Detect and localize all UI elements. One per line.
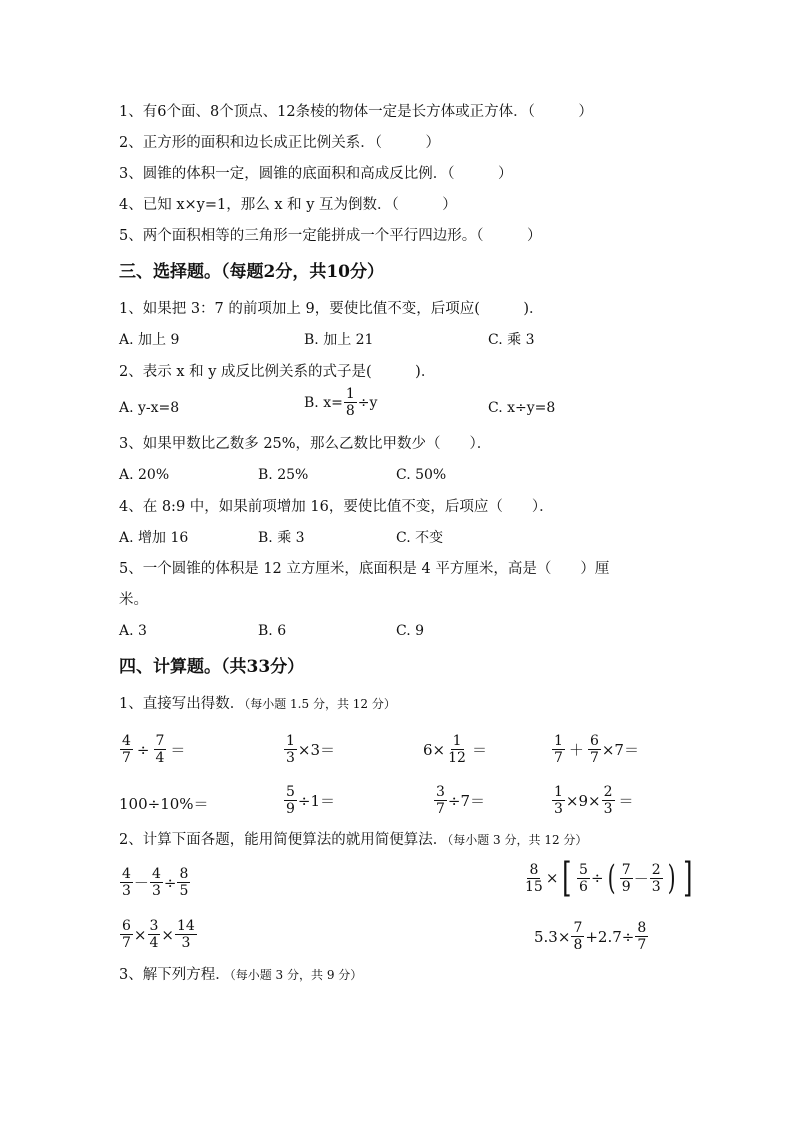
judge-q3: 3、圆锥的体积一定，圆锥的底面积和高成反比例．（ ） <box>119 166 513 182</box>
denominator: 3 <box>554 801 563 817</box>
expression-4 <box>534 920 649 953</box>
expression-tail: ×7＝ <box>601 741 639 759</box>
numerator: 6 <box>589 733 599 749</box>
denominator: 8 <box>573 937 583 953</box>
choice-q2-option-b <box>304 386 377 419</box>
fraction <box>284 733 297 766</box>
choice-q5-option-b: B. 6 <box>258 623 287 639</box>
choice-q4: 4、在 8:9 中，如果前项增加 16，要使比值不变，后项应（ ）． <box>119 499 554 515</box>
fraction <box>177 866 190 899</box>
denominator: 7 <box>554 750 563 766</box>
numerator: 1 <box>554 733 563 749</box>
denominator: 4 <box>149 935 159 951</box>
expression-middle: +2.7÷ <box>585 927 635 946</box>
denominator: 5 <box>179 883 189 899</box>
denominator: 7 <box>637 937 647 953</box>
choice-q4-option-b: B. 乘 3 <box>258 530 305 546</box>
denominator: 4 <box>155 750 165 766</box>
choice-q5-option-a: A. 3 <box>119 623 147 639</box>
fraction <box>120 733 133 766</box>
numerator: 1 <box>452 733 462 749</box>
right-bracket: ] <box>683 855 693 901</box>
choice-q1-option-c: C. 乘 3 <box>488 332 535 348</box>
denominator: 7 <box>122 935 131 951</box>
equals-sign: ＝ <box>618 792 634 810</box>
fraction <box>552 733 565 766</box>
choice-q4-option-a: A. 增加 16 <box>119 530 189 546</box>
calc-part1-note: （每小题 1.5 分，共 12 分） <box>244 697 396 711</box>
fraction <box>650 862 663 895</box>
numerator: 7 <box>621 861 631 878</box>
mental-math-8 <box>551 784 637 817</box>
operator: － <box>133 874 149 892</box>
expression-tail: ×3＝ <box>297 741 336 759</box>
mental-math-1 <box>119 733 188 766</box>
choice-q2: 2、表示 x 和 y 成反比例关系的式子是( )． <box>119 364 436 380</box>
numerator: 3 <box>436 784 445 800</box>
numerator: 8 <box>529 861 539 878</box>
numerator: 2 <box>651 861 661 878</box>
operator: ÷ <box>590 869 604 887</box>
denominator: 3 <box>603 801 613 817</box>
mental-math-4 <box>551 733 639 766</box>
numerator: 5 <box>286 784 295 800</box>
judge-q4: 4、已知 x×y=1，那么 x 和 y 互为倒数．（ ） <box>119 197 457 213</box>
fraction <box>446 733 468 766</box>
operator: ＋ <box>568 741 584 759</box>
left-bracket: [ <box>562 855 572 901</box>
choice-q3-option-b: B. 25% <box>258 467 309 483</box>
calc-part1-text: 1、直接写出得数． <box>119 696 245 712</box>
numerator: 4 <box>151 866 161 882</box>
fraction <box>588 733 601 766</box>
choice-q1-option-a: A. 加上 9 <box>119 332 180 348</box>
expression-tail: ÷1＝ <box>297 792 336 810</box>
numerator: 14 <box>177 918 195 934</box>
option-b-prefix: B. x= <box>304 394 343 411</box>
fraction <box>602 784 615 817</box>
numerator: 8 <box>637 920 647 936</box>
denominator: 7 <box>436 801 445 817</box>
fraction <box>620 862 633 895</box>
equals-sign: ＝ <box>471 741 487 759</box>
operator: － <box>633 869 649 888</box>
fraction <box>150 866 163 899</box>
fraction <box>571 920 584 953</box>
mental-math-6 <box>283 784 335 817</box>
choice-q2-option-a: A. y-x=8 <box>119 400 180 416</box>
equals-sign: ＝ <box>170 741 186 759</box>
denominator: 3 <box>286 750 295 766</box>
choice-q5-option-c: C. 9 <box>396 623 425 639</box>
choice-q3: 3、如果甲数比乙数多 25%，那么乙数比甲数少（ ）． <box>119 436 492 452</box>
denominator: 7 <box>122 750 131 766</box>
expression-middle: ×9× <box>565 791 601 810</box>
choice-q5-line1: 5、一个圆锥的体积是 12 立方厘米，底面积是 4 平方厘米，高是（ ）厘 <box>119 561 610 577</box>
denominator: 15 <box>525 878 543 895</box>
choice-q5-line2: 米。 <box>119 592 148 608</box>
denominator: 12 <box>448 750 466 766</box>
numerator: 4 <box>122 733 131 749</box>
choice-q4-option-c: C. 不变 <box>396 530 444 546</box>
operator: × <box>133 925 147 944</box>
calc-part2-note: （每小题 3 分，共 12 分） <box>447 833 588 847</box>
mental-math-2 <box>283 733 335 766</box>
option-b-suffix: ÷y <box>357 394 378 411</box>
denominator: 7 <box>589 750 599 766</box>
denominator: 3 <box>122 883 131 899</box>
fraction <box>120 918 133 951</box>
fraction <box>577 862 590 895</box>
numerator: 7 <box>155 733 165 749</box>
fraction <box>120 866 133 899</box>
numerator: 4 <box>122 866 131 882</box>
section-3-title: 三、选择题。（每题2分，共10分） <box>119 262 384 282</box>
numerator: 1 <box>554 784 563 800</box>
denominator: 3 <box>651 878 661 895</box>
calc-part3-note: （每小题 3 分，共 9 分） <box>229 968 363 982</box>
fraction <box>154 733 167 766</box>
choice-q1: 1、如果把 3：7 的前项加上 9，要使比值不变，后项应( )． <box>119 301 544 317</box>
judge-q1: 1、有6个面、8个顶点、12条棱的物体一定是长方体或正方体．（ ） <box>119 104 593 120</box>
calc-part3-text: 3、解下列方程． <box>119 967 230 983</box>
numerator: 7 <box>573 920 583 936</box>
numerator: 1 <box>286 733 295 749</box>
calc-part2-text: 2、计算下面各题，能用简便算法的就用简便算法． <box>119 832 448 848</box>
left-paren: ( <box>607 858 616 898</box>
numerator: 1 <box>345 386 355 402</box>
fraction <box>284 784 297 817</box>
expression-1 <box>119 866 191 899</box>
denominator: 9 <box>286 801 295 817</box>
fraction <box>523 862 545 895</box>
numerator: 8 <box>179 866 189 882</box>
denominator: 3 <box>151 883 161 899</box>
calc-part2-heading <box>119 830 587 850</box>
choice-q1-option-b: B. 加上 21 <box>304 332 374 348</box>
expression-head: 5.3× <box>534 927 571 946</box>
expression-head: 6× <box>423 740 446 759</box>
expression-3 <box>119 918 198 951</box>
calc-part1-heading <box>119 694 396 714</box>
fraction <box>552 784 565 817</box>
judge-q5: 5、两个面积相等的三角形一定能拼成一个平行四边形。（ ） <box>119 228 542 244</box>
operator: ÷ <box>163 873 177 892</box>
denominator: 6 <box>579 878 588 895</box>
choice-q2-option-c: C. x÷y=8 <box>488 400 556 416</box>
fraction <box>148 918 161 951</box>
expression: 100÷10%＝ <box>119 795 209 813</box>
fraction <box>635 920 648 953</box>
numerator: 6 <box>122 918 131 934</box>
operator: × <box>545 869 559 887</box>
mental-math-5 <box>119 793 209 814</box>
fraction <box>434 784 447 817</box>
numerator: 5 <box>579 861 588 878</box>
numerator: 2 <box>603 784 613 800</box>
right-paren: ) <box>667 858 676 898</box>
denominator: 3 <box>181 935 191 951</box>
operator: × <box>161 925 174 944</box>
choice-q3-option-a: A. 20% <box>119 467 170 483</box>
denominator: 8 <box>345 403 355 419</box>
choice-q3-option-c: C. 50% <box>396 467 447 483</box>
operator: ÷ <box>136 740 150 759</box>
expression-tail: ÷7＝ <box>447 792 486 810</box>
calc-part3-heading <box>119 965 362 985</box>
fraction <box>344 386 357 419</box>
expression-2 <box>522 855 697 901</box>
denominator: 9 <box>621 878 631 895</box>
mental-math-7 <box>433 784 485 817</box>
fraction <box>175 918 197 951</box>
judge-q2: 2、正方形的面积和边长成正比例关系．（ ） <box>119 135 440 151</box>
mental-math-3 <box>423 733 490 766</box>
section-4-title: 四、计算题。（共33分） <box>119 657 305 677</box>
numerator: 3 <box>149 918 159 934</box>
